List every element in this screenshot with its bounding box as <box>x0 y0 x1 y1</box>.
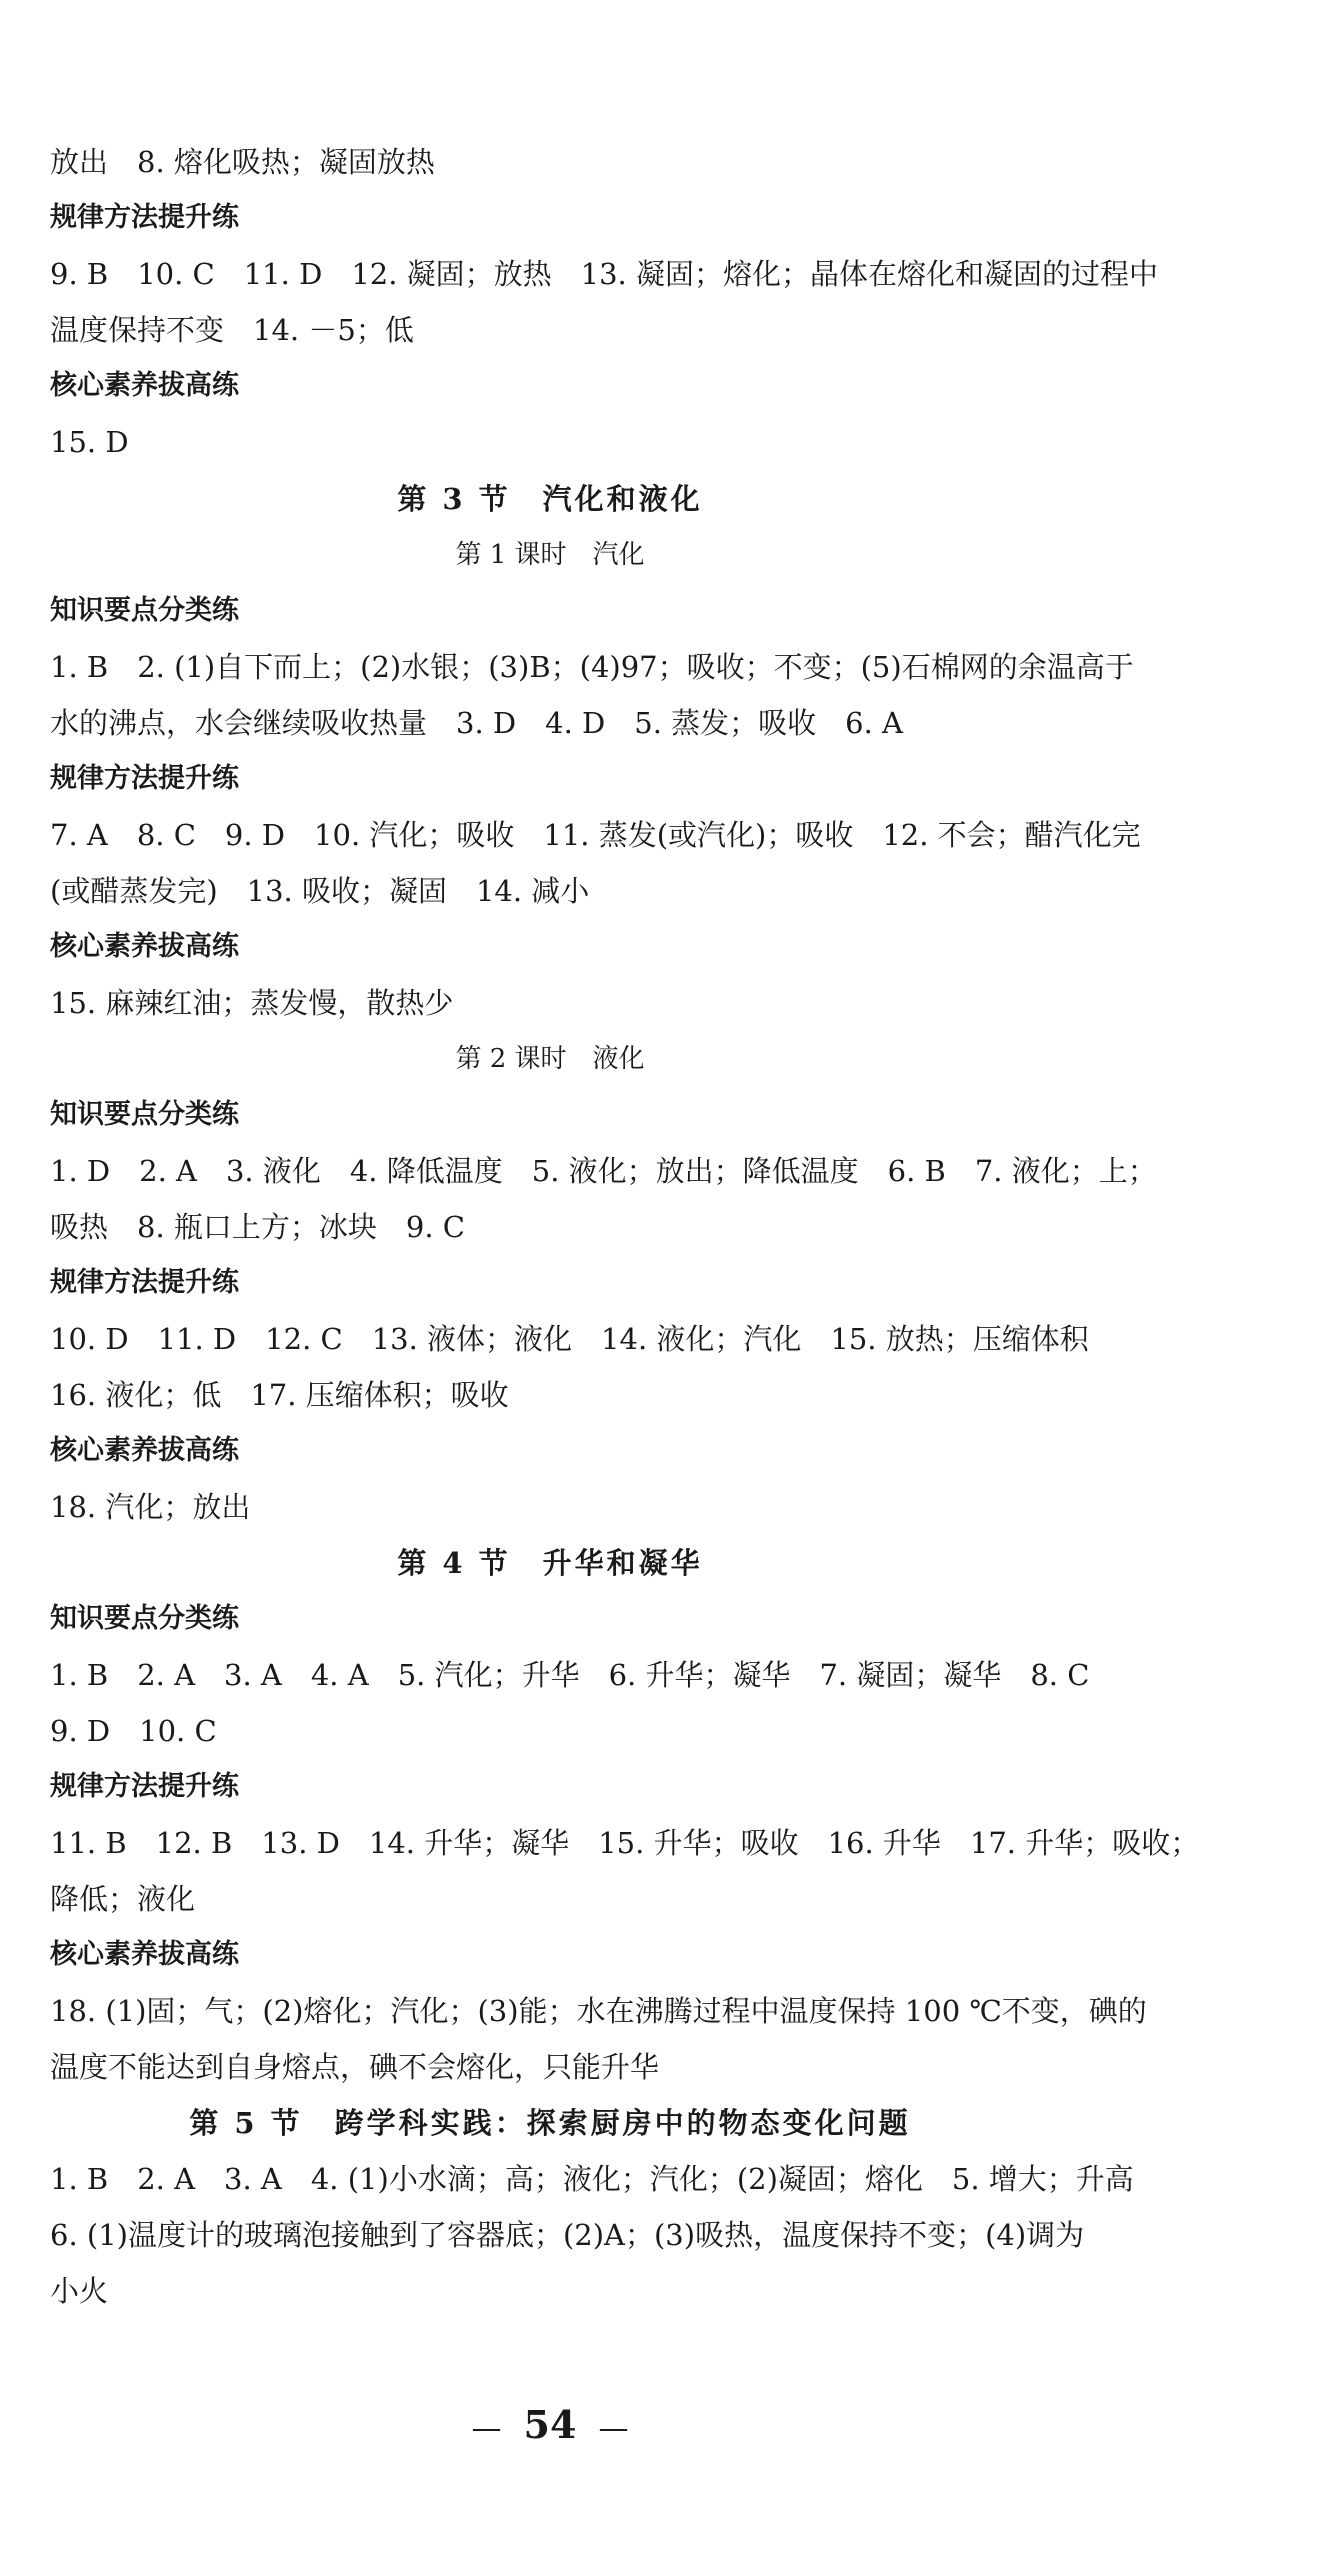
answer-line: 7. A 8. C 9. D 10. 汽化；吸收 11. 蒸发(或汽化)；吸收 12. 不会；醋汽化完 <box>50 818 1141 852</box>
answer-line: 水的沸点，水会继续吸收热量 3. D 4. D 5. 蒸发；吸收 6. A <box>50 706 903 740</box>
answer-line: 16. 液化；低 17. 压缩体积；吸收 <box>50 1378 509 1412</box>
subsection-heading: 规律方法提升练 <box>50 1771 239 1802</box>
answer-line: 18. 汽化；放出 <box>50 1490 251 1524</box>
answer-line: 11. B 12. B 13. D 14. 升华；凝华 15. 升华；吸收 16. 升华 17. 升华；吸收； <box>50 1826 1200 1860</box>
answer-line: 18. (1)固；气；(2)熔化；汽化；(3)能；水在沸腾过程中温度保持 100 ℃不变，碘的 <box>50 1994 1147 2028</box>
answer-line: 温度不能达到自身熔点，碘不会熔化，只能升华 <box>50 2050 660 2084</box>
answer-line: 1. B 2. A 3. A 4. (1)小水滴；高；液化；汽化；(2)凝固；熔化 5. 增大；升高 <box>50 2162 1134 2196</box>
page-number-dash-right: — <box>598 2411 629 2446</box>
subsection-heading: 核心素养拔高练 <box>50 1435 239 1466</box>
subsection-heading: 知识要点分类练 <box>50 595 239 626</box>
subsection-heading: 规律方法提升练 <box>50 1267 239 1298</box>
page-number <box>50 2400 1050 2454</box>
answer-line: (或醋蒸发完) 13. 吸收；凝固 14. 减小 <box>50 874 590 908</box>
answer-line: 温度保持不变 14. －5；低 <box>50 313 414 347</box>
section-title: 第 3 节 汽化和液化 <box>397 482 703 516</box>
lesson-title: 第 2 课时 液化 <box>455 1044 645 1074</box>
answer-line: 15. D <box>50 425 129 459</box>
subsection-heading: 核心素养拔高练 <box>50 931 239 962</box>
answer-line: 放出 8. 熔化吸热；凝固放热 <box>50 145 435 179</box>
subsection-heading: 核心素养拔高练 <box>50 370 239 401</box>
page-number-value: 54 <box>523 2402 577 2447</box>
answer-line: 6. (1)温度计的玻璃泡接触到了容器底；(2)A；(3)吸热，温度保持不变；(4)调为 <box>50 2218 1085 2252</box>
answer-line: 小火 <box>50 2274 109 2308</box>
subsection-heading: 核心素养拔高练 <box>50 1939 239 1970</box>
answer-line: 吸热 8. 瓶口上方；冰块 9. C <box>50 1210 465 1244</box>
section-title: 第 4 节 升华和凝华 <box>397 1546 703 1580</box>
subsection-heading: 规律方法提升练 <box>50 763 239 794</box>
section-title: 第 5 节 跨学科实践：探索厨房中的物态变化问题 <box>189 2106 911 2140</box>
page-number-dash-left: — <box>471 2411 502 2446</box>
answer-line: 1. D 2. A 3. 液化 4. 降低温度 5. 液化；放出；降低温度 6. B 7. 液化；上； <box>50 1154 1157 1188</box>
answer-line: 降低；液化 <box>50 1882 196 1916</box>
answer-line: 15. 麻辣红油；蒸发慢，散热少 <box>50 986 454 1020</box>
answer-line: 9. D 10. C <box>50 1714 217 1748</box>
answer-line: 10. D 11. D 12. C 13. 液体；液化 14. 液化；汽化 15. 放热；压缩体积 <box>50 1322 1089 1356</box>
subsection-heading: 规律方法提升练 <box>50 202 239 233</box>
answer-line: 9. B 10. C 11. D 12. 凝固；放热 13. 凝固；熔化；晶体在熔化和凝固的过程中 <box>50 257 1158 291</box>
answer-line: 1. B 2. (1)自下而上；(2)水银；(3)B；(4)97；吸收；不变；(5)石棉网的余温高于 <box>50 650 1134 684</box>
subsection-heading: 知识要点分类练 <box>50 1099 239 1130</box>
answer-line: 1. B 2. A 3. A 4. A 5. 汽化；升华 6. 升华；凝华 7. 凝固；凝华 8. C <box>50 1658 1090 1692</box>
subsection-heading: 知识要点分类练 <box>50 1603 239 1634</box>
lesson-title: 第 1 课时 汽化 <box>455 540 645 570</box>
